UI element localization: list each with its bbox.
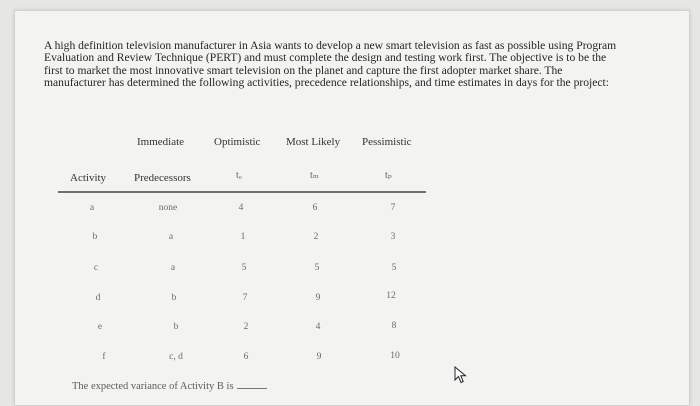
question-prompt [72,379,267,392]
cell-activity: d [95,293,101,303]
cell-pessimistic: 12 [386,291,396,301]
cell-most-likely: 6 [312,203,318,213]
cell-predecessor: b [173,322,179,332]
cell-most-likely: 9 [315,293,321,303]
header-divider [58,191,426,193]
header-tp: tₚ [385,170,392,181]
cell-pessimistic: 5 [391,263,397,273]
cell-optimistic: 7 [242,293,248,303]
cell-predecessor: a [170,263,176,273]
cell-activity: c [93,263,99,273]
cell-most-likely: 2 [313,232,319,242]
cell-activity: b [92,232,98,242]
header-optimistic: Optimistic [214,136,261,148]
cell-pessimistic: 10 [390,351,400,361]
cell-activity: f [102,352,106,362]
cell-predecessor: a [168,232,174,242]
cell-predecessor: b [171,293,177,303]
header-immediate: Immediate [137,136,185,148]
cell-most-likely: 9 [316,352,322,362]
header-pessimistic: Pessimistic [362,136,412,148]
cell-optimistic: 1 [240,232,246,242]
cell-optimistic: 2 [243,322,249,332]
cell-most-likely: 4 [315,322,321,332]
cell-activity: a [89,203,95,213]
cell-pessimistic: 8 [391,321,397,331]
cell-predecessor: c, d [169,352,183,362]
header-tm: tₘ [310,170,319,181]
header-most-likely: Most Likely [286,136,341,148]
header-to: tₒ [236,170,242,181]
cell-predecessor: none [158,203,178,213]
prompt-text: The expected variance of Activity B is [72,381,234,392]
cell-pessimistic: 7 [390,203,396,213]
header-activity: Activity [70,172,107,184]
cell-optimistic: 6 [243,352,249,362]
cell-activity: e [97,322,103,332]
header-predecessors: Predecessors [134,172,191,184]
cell-most-likely: 5 [314,263,320,273]
question-text: A high definition television manufacturer in Asia wants to develop a new smart television as fast as possible using Program Evaluation and Review Technique (PERT) and must complete the design and testing work first. The objective is to be the first to market the most innovative smart television on the planet and capture the first adopter market share. The manufacturer has determined the following activities, precedence relationships, and time estimates in days for the project: [44,39,617,90]
mouse-pointer-icon [454,366,468,384]
answer-blank[interactable] [237,379,267,389]
cell-pessimistic: 3 [390,232,396,242]
cell-optimistic: 5 [241,263,247,273]
cell-optimistic: 4 [238,203,244,213]
